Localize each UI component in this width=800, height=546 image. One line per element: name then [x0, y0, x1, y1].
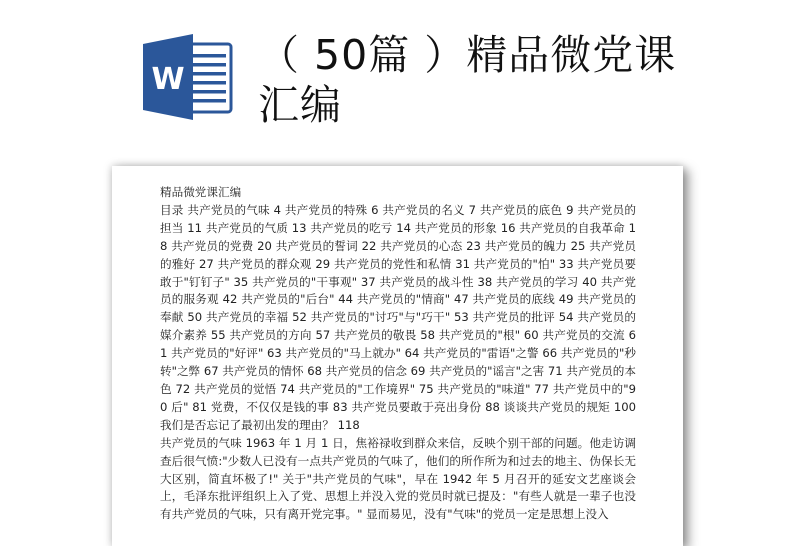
- body-paragraph: 共产党员的气味 1963 年 1 月 1 日，焦裕禄收到群众来信，反映个别干部的问题。他走访调查后很气愤:"少数人已没有一点共产党员的气味了，他们的所作所为和过去的地主、伪保长无大区别，简直坏极了!" 关于"共产党员的气味"，早在 1942 年 5 月召开的延安文艺座谈会上，毛泽东批评组织上入了党、思想上并没入党的党员时就已提及："有些人就是一辈子也没有共产党员的气味，只有离开党完事。" 显而易见，没有"气味"的党员一定是思想上没入: [160, 435, 636, 522]
- page-title: （ 50篇 ）精品微党课汇编: [258, 31, 677, 129]
- document-page: [112, 166, 683, 546]
- word-doc-icon: [143, 34, 235, 120]
- document-heading: 精品微党课汇编: [160, 185, 242, 199]
- svg-text:W: W: [151, 62, 185, 97]
- table-of-contents: 目录 共产党员的气味 4 共产党员的特殊 6 共产党员的名义 7 共产党员的底色 9 共产党员的担当 11 共产党员的气质 13 共产党员的吃亏 14 共产党员的形象 16 共产党员的自我革命 18 共产党员的党费 20 共产党员的誓词 22 共产党员的心态 23 共产党员的魄力 25 共产党员的雅好 27 共产党员的群众观 29 共产党员的党性和私情 31 共产党员的"怕" 33 共产党员要敢于"钉钉子" 35 共产党员的"干事观" 37 共产党员的战斗性 38 共产党员的学习 40 共产党员的服务观 42 共产党员的"后台" 44 共产党员的"情商" 47 共产党员的底线 49 共产党员的奉献 50 共产党员的幸福 52 共产党员的"讨巧"与"巧干" 53 共产党员的批评 54 共产党员的媒介素养 55 共产党员的方向 57 共产党员的敬畏 58 共产党员的"根" 60 共产党员的交流 61 共产党员的"好评" 63 共产党员的"马上就办" 64 共产党员的"雷语"之警 66 共产党员的"秒转"之弊 67 共产党员的情怀 68 共产党员的信念 69 共产党员的"谣言"之害 71 共产党员的本色 72 共产党员的觉悟 74 共产党员的"工作境界" 75 共产党员的"味道" 77 共产党员中的"90 后" 81 党费，不仅仅是钱的事 83 共产党员要敢于亮出身份 88 谈谈共产党员的规矩 100 我们是否忘记了最初出发的理由？ 118: [160, 202, 636, 432]
- document-header: [0, 0, 800, 160]
- document-content: [160, 184, 636, 524]
